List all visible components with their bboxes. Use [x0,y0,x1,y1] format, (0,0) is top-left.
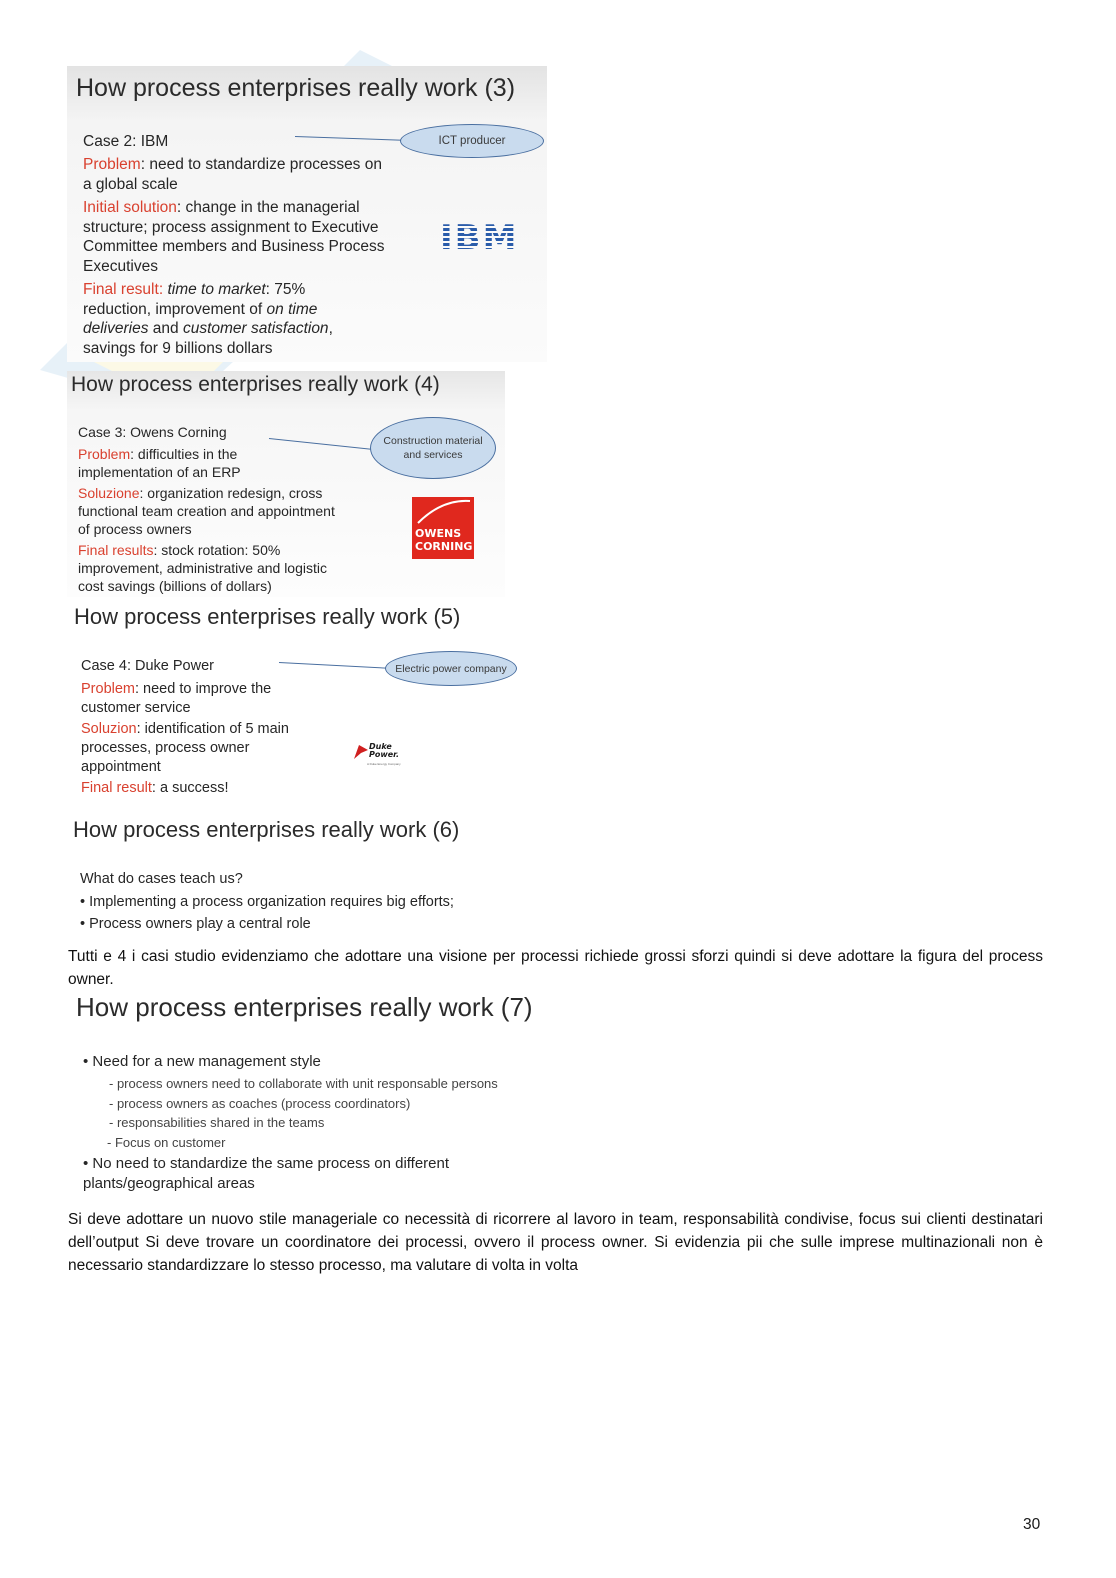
slide-cases-teach [67,812,547,940]
problem-label: Problem [81,681,135,697]
slide-owens-corning [67,371,505,597]
paragraph-1: Tutti e 4 i casi studio evidenziamo che adottare una visione per processi richiede grossi sforzi quindi si deve adottare la figura del process owner. [68,948,1043,988]
logo-line1: Duke [369,742,392,751]
solution-text: Soluzione: organization redesign, cross functional team creation and appointment of process owners [78,485,335,537]
initial-solution-label: Initial solution [83,199,177,216]
sub-item: - process owners as coaches (process coordinators) [109,1096,411,1111]
case-label: Case 2: IBM [83,133,169,150]
page-number: 30 [1023,1516,1041,1533]
final-result-text: Final result: a success! [81,780,229,796]
final-results-text: Final results: stock rotation: 50% improvement, administrative and logistic cost savings (billions of dollars) [78,542,327,594]
problem-text: Problem: need to improve the customer service [81,681,272,716]
bullet-item: • Implementing a process organization requires big efforts; [80,894,454,910]
solution-text: Soluzion: identification of 5 main processes, process owner appointment [81,721,289,775]
final-result-label: Final result [83,281,159,298]
slide-duke-power [67,600,527,806]
bullet-item: • Process owners play a central role [80,916,311,932]
sub-item: - process owners need to collaborate with unit responsable persons [109,1076,498,1091]
callout-electric-power: Electric power company [385,651,517,686]
logo-line2: Power. [369,750,400,759]
final-result-label: Final result [81,780,152,796]
logo-swoosh [412,497,474,527]
case-label: Case 4: Duke Power [81,658,214,674]
sub-item: - Focus on customer [107,1135,226,1150]
callout-pointer [295,136,403,141]
slide-title: How process enterprises really work (4) [71,373,440,396]
slide-title: How process enterprises really work (7) [76,992,533,1022]
bullet-item: • Need for a new management style [83,1053,321,1070]
sub-item: - responsabilities shared in the teams [109,1115,325,1130]
slide-title: How process enterprises really work (5) [74,604,461,629]
bullet-dot: • [80,916,90,932]
problem-text: Problem: difficulties in the implementation of an ERP [78,446,241,480]
slide-title: How process enterprises really work (6) [73,817,460,842]
callout-pointer [269,438,373,450]
problem-label: Problem [83,156,141,173]
logo-line2: CORNING [415,540,473,553]
problem-label: Problem [78,446,131,462]
ibm-logo: IBM [440,218,519,258]
slide-ibm [67,66,547,362]
solution-label: Soluzion [81,721,137,737]
case-label: Case 3: Owens Corning [78,424,227,440]
paragraph-2: Si deve adottare un nuovo stile manageriale co necessità di ricorrere al lavoro in team, responsabilità condivise, focus sui clienti destinatari dell’output Si deve trovare un coordinatore dei processi, ovvero il process owner. Si evidenzia pii che sulle imprese multinazionali non è necessario standardizzare lo stesso processo, ma valutare di volta in volta [68,1211,1043,1274]
slide-management-style [67,992,567,1198]
bullet-dot: • [83,1053,93,1070]
solution-label: Soluzione [78,485,140,501]
slide-title: How process enterprises really work (3) [76,74,516,102]
owens-corning-logo [412,497,474,559]
question-text: What do cases teach us? [80,871,243,887]
bullet-dot: • [83,1155,93,1172]
initial-solution-text: Initial solution: change in the managerial structure; process assignment to Executive Committee members and Business Process Executives [83,199,385,275]
logo-tagline: A Duke Energy Company [367,762,401,766]
callout-construction: Construction material and services [370,417,496,479]
final-results-label: Final results [78,542,154,558]
callout-pointer [279,662,389,669]
final-result-text: Final result: time to market: 75% reduction, improvement of on time deliveries and customer satisfaction, savings for 9 billions dollars [83,281,333,357]
duke-power-logo [353,742,443,772]
callout-ict-producer: ICT producer [400,124,544,158]
bullet-dot: • [80,894,90,910]
bullet-item: • No need to standardize the same process on different plants/geographical areas [83,1155,450,1192]
flame-icon [353,744,369,760]
logo-line1: OWENS [415,527,462,540]
problem-text: Problem: need to standardize processes on a global scale [83,156,382,193]
